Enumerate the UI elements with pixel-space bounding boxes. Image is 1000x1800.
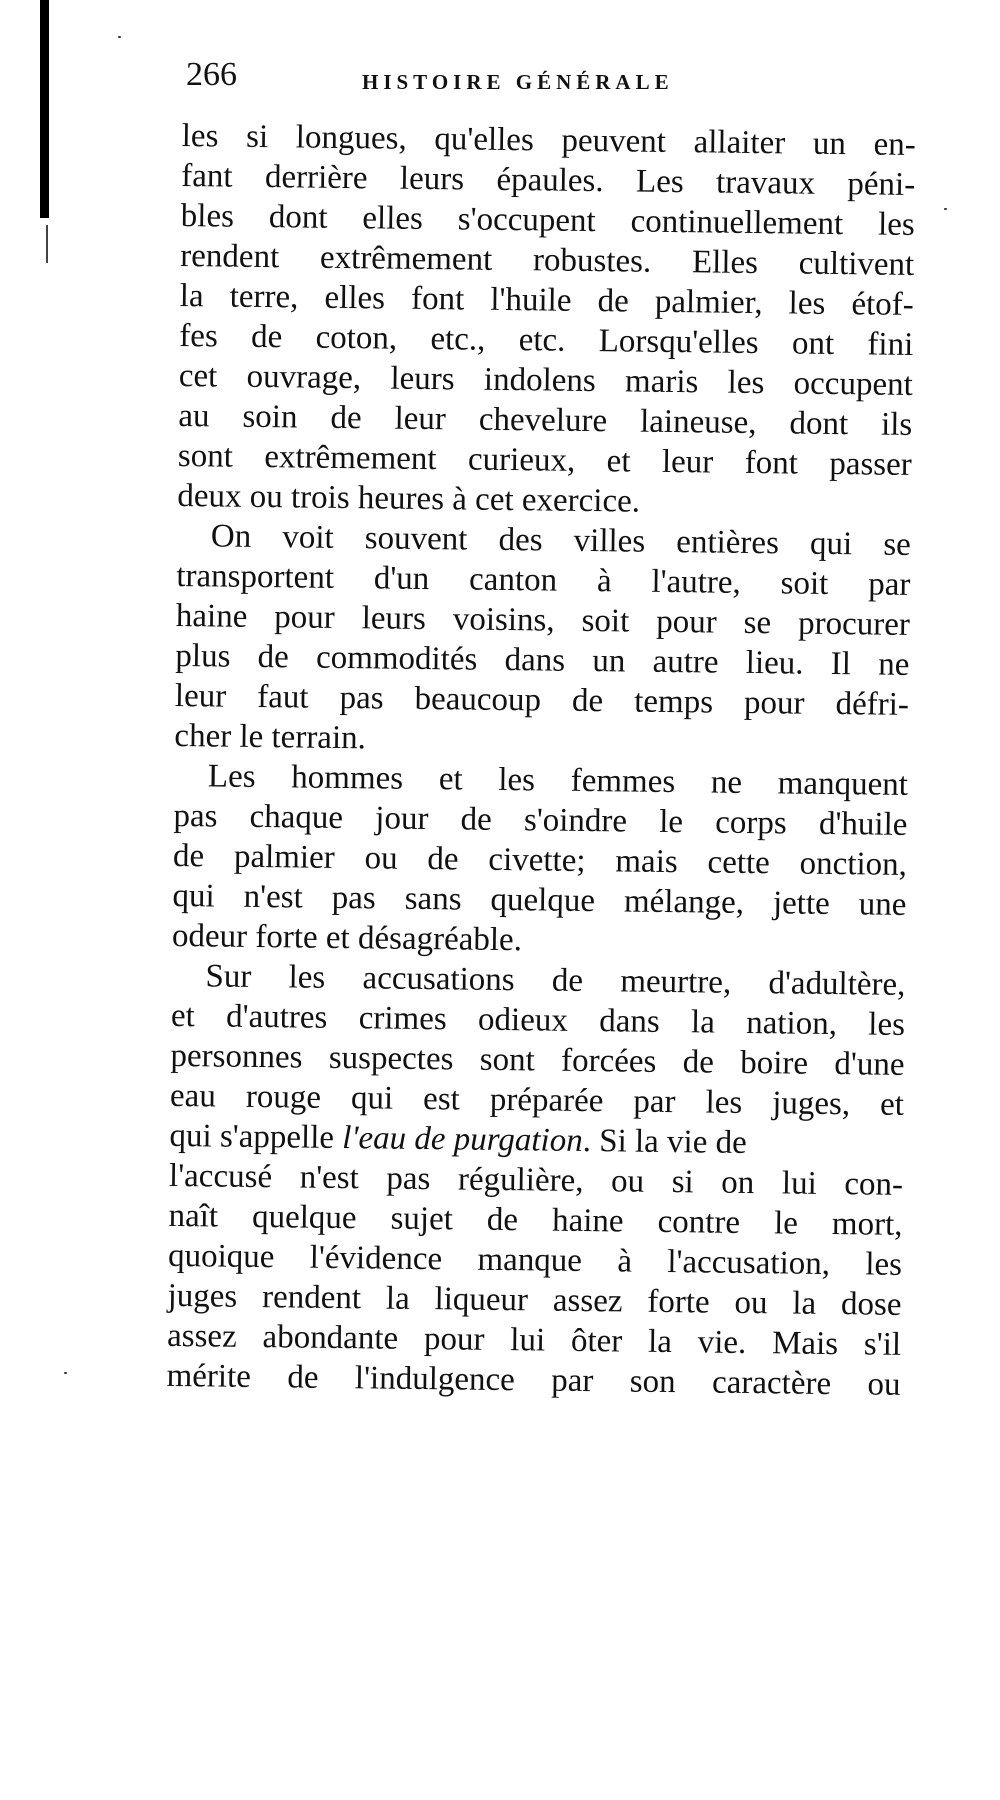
scan-speck <box>118 36 121 38</box>
text-line: rendent extrêmement robustes. Elles cultivent <box>180 237 915 283</box>
text-line: juges rendent la liqueur assez forte ou la dose <box>167 1277 902 1323</box>
scan-edge-mark <box>46 225 48 263</box>
paragraph-4 <box>166 956 905 1405</box>
text-line: Sur les accusations de meurtre, d'adultère, <box>205 958 906 1003</box>
text-line: eau rouge qui est préparée par les juges, et <box>169 1077 905 1123</box>
italic-phrase: l'eau de purgation <box>342 1120 583 1159</box>
text-line: personnes suspectes sont forcées de boire d'une <box>170 1037 905 1083</box>
text-line: de palmier ou de civette; mais cette onction, <box>172 837 908 883</box>
text-line: l'accusé n'est pas régulière, ou si on lui con- <box>168 1157 904 1203</box>
text-line: transportent d'un canton à l'autre, soit par <box>176 557 911 603</box>
paragraph-2 <box>174 516 911 765</box>
text-line: fes de coton, etc., etc. Lorsqu'elles ont fini <box>179 317 914 363</box>
text-line: cher le terrain. <box>174 717 367 757</box>
text-line: mérite de l'indulgence par son caractère ou <box>166 1357 901 1403</box>
scan-edge-bar <box>40 0 49 218</box>
text-line: cet ouvrage, leurs indolens maris les occupent <box>178 357 913 403</box>
text-line: haine pour leurs voisins, soit pour se procurer <box>175 597 911 643</box>
page-number: 266 <box>186 56 237 93</box>
body-text <box>166 116 916 1405</box>
scan-speck <box>64 1372 67 1374</box>
text-line: deux ou trois heures à cet exercice. <box>177 477 641 520</box>
text-line: pas chaque jour de s'oindre le corps d'huile <box>173 797 908 843</box>
text-line: plus de commodités dans un autre lieu. Il ne <box>175 637 910 683</box>
text-line: assez abondante pour lui ôter la vie. Mais s'il <box>166 1317 902 1363</box>
running-head: HISTOIRE GÉNÉRALE <box>362 70 674 94</box>
text-line: fant derrière leurs épaules. Les travaux péni- <box>181 157 916 203</box>
scan-speck <box>944 208 947 210</box>
text-line: la terre, elles font l'huile de palmier, les étof- <box>179 277 914 323</box>
text-line: On voit souvent des villes entières qui se <box>210 518 912 563</box>
text-line: naît quelque sujet de haine contre le mort, <box>168 1197 903 1243</box>
text-line: quoique l'évidence manque à l'accusation, les <box>167 1237 903 1283</box>
text-line: qui n'est pas sans quelque mélange, jette une <box>172 877 907 923</box>
text-line: bles dont elles s'occupent continuellement les <box>180 197 915 243</box>
text-line: au soin de leur chevelure laineuse, dont ils <box>178 397 913 443</box>
text-line: sont extrêmement curieux, et leur font passer <box>177 437 913 483</box>
text-line: odeur forte et désagréable. <box>171 917 523 959</box>
text-line: Les hommes et les femmes ne manquent <box>207 758 909 803</box>
paragraph-1 <box>177 116 916 525</box>
text-line: leur faut pas beaucoup de temps pour défri- <box>174 677 910 723</box>
paragraph-3 <box>172 756 908 965</box>
text-line: et d'autres crimes odieux dans la nation, les <box>170 997 906 1043</box>
text-fragment: . Si la vie de <box>582 1122 747 1161</box>
text-line: les si longues, qu'elles peuvent allaiter un en- <box>181 117 916 163</box>
text-fragment: qui s'appelle <box>169 1117 343 1157</box>
